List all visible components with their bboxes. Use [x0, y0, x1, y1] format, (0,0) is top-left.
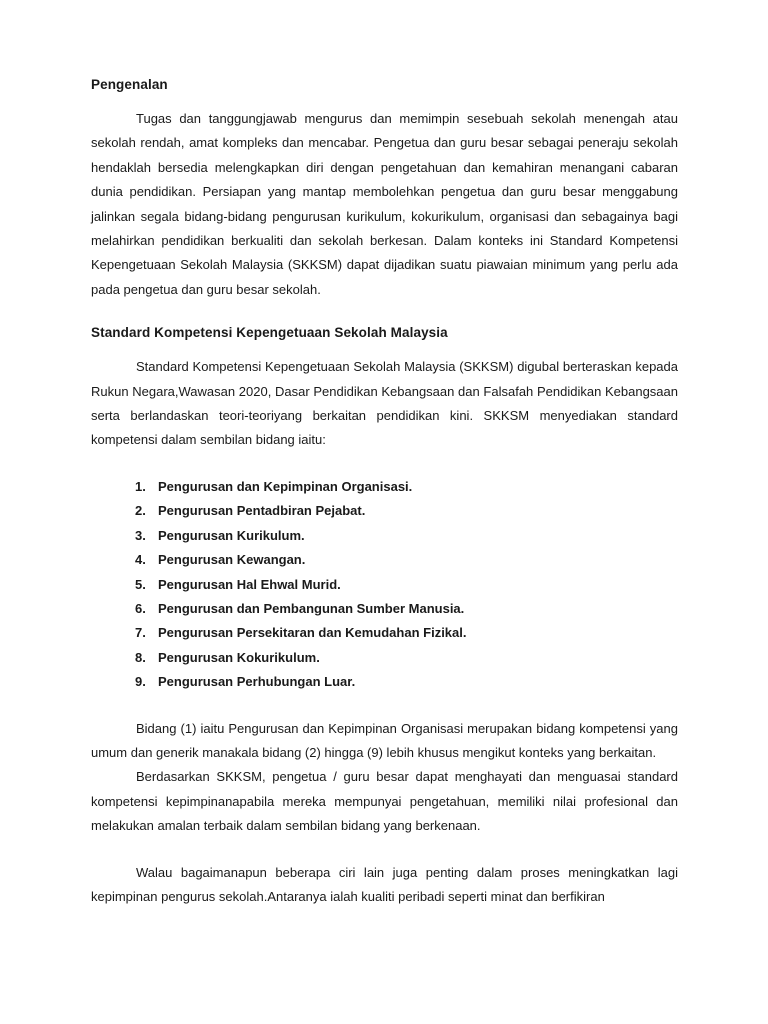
heading-skksm: Standard Kompetensi Kepengetuaan Sekolah Malaysia	[91, 325, 448, 341]
paragraph-walau: Walau bagaimanapun beberapa ciri lain juga penting dalam proses meningkatkan lagi kepimpinan pengurus sekolah.Antaranya ialah kualiti peribadi seperti minat dan berfikiran	[91, 864, 678, 904]
list-item: 9. Pengurusan Perhubungan Luar.	[135, 674, 356, 690]
paragraph-bidang: Bidang (1) iaitu Pengurusan dan Kepimpinan Organisasi merupakan bidang kompetensi yang umum dan generik manakala bidang (2) hingga (9) lebih khusus mengikut konteks yang berkaitan.	[91, 720, 678, 760]
competency-list	[91, 475, 678, 695]
list-item: 8. Pengurusan Kokurikulum.	[135, 649, 320, 665]
list-item: 6. Pengurusan dan Pembangunan Sumber Manusia.	[135, 600, 465, 616]
list-item: 4. Pengurusan Kewangan.	[135, 552, 306, 568]
paragraph-skksm: Standard Kompetensi Kepengetuaan Sekolah Malaysia (SKKSM) digubal berteraskan kepada Rukun Negara,Wawasan 2020, Dasar Pendidikan Kebangsaan dan Falsafah Pendidikan Kebangsaan serta berlandaskan teori-teoriyang berkaitan pendidikan kini. SKKSM menyediakan standard kompetensi dalam sembilan bidang iaitu:	[91, 359, 678, 448]
list-item: 1. Pengurusan dan Kepimpinan Organisasi.	[135, 478, 413, 494]
paragraph-berdasarkan: Berdasarkan SKKSM, pengetua / guru besar dapat menghayati dan menguasai standard kompetensi kepimpinanapabila mereka mempunyai pengetahuan, memiliki nilai profesional dan melakukan amalan terbaik dalam sembilan bidang yang berkenaan.	[91, 769, 678, 834]
document-content	[91, 76, 678, 909]
paragraph-intro: Tugas dan tanggungjawab mengurus dan memimpin sesebuah sekolah menengah atau sekolah rendah, amat kompleks dan mencabar. Pengetua dan guru besar sebagai peneraju sekolah hendaklah bersedia melengkapkan diri dengan pengetahuan dan kemahiran menangani cabaran dunia pendidikan. Persiapan yang mantap membolehkan pengetua dan guru besar menggabung jalinkan segala bidang-bidang pengurusan kurikulum, kokurikulum, organisasi dan sebagainya bagi melahirkan pendidikan berkualiti dan sekolah berkesan. Dalam konteks ini Standard Kompetensi Kepengetuaan Sekolah Malaysia (SKKSM) dapat dijadikan suatu piawaian minimum yang perlu ada pada pengetua dan guru besar sekolah.	[91, 111, 678, 297]
list-item: 5. Pengurusan Hal Ehwal Murid.	[135, 576, 341, 592]
heading-pengenalan: Pengenalan	[91, 77, 168, 92]
list-item: 2. Pengurusan Pentadbiran Pejabat.	[135, 503, 366, 519]
list-item: 7. Pengurusan Persekitaran dan Kemudahan Fizikal.	[135, 625, 467, 641]
list-item: 3. Pengurusan Kurikulum.	[135, 527, 305, 543]
